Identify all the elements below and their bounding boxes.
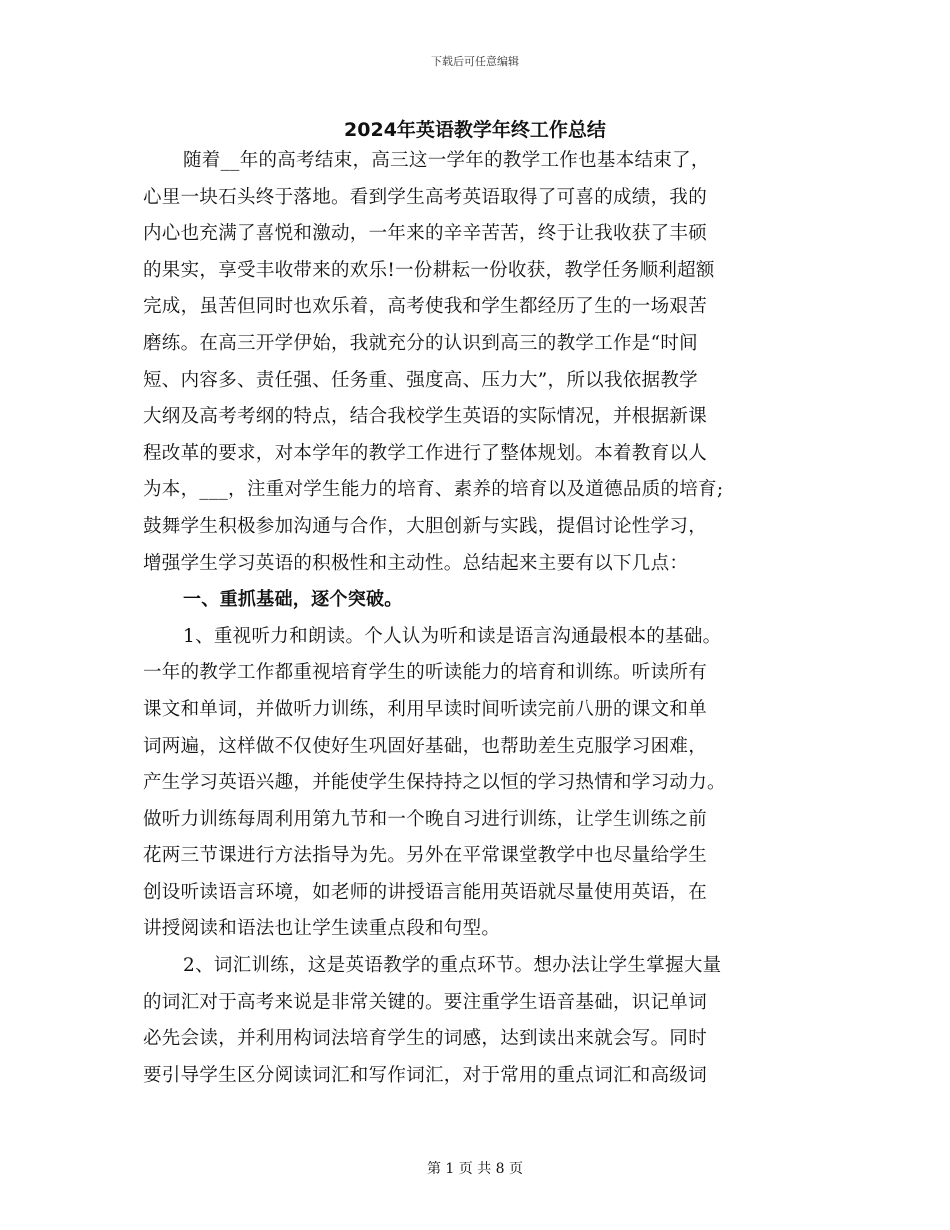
page-number: 第 1 页 共 8 页 — [426, 1161, 524, 1177]
paragraph-line: 讲授阅读和语法也让学生读重点段和句型。 — [143, 918, 501, 940]
paragraph-line: 做听力训练每周利用第九节和一个晚自习进行训练，让学生训练之前 — [143, 808, 708, 830]
paragraph-line: 增强学生学习英语的积极性和主动性。总结起来主要有以下几点： — [143, 552, 689, 574]
paragraph-line: 词两遍，这样做不仅使好生巩固好基础，也帮助差生克服学习困难， — [143, 735, 708, 757]
paragraph-line: 要引导学生区分阅读词汇和写作词汇，对于常用的重点词汇和高级词 — [143, 1064, 708, 1086]
paragraph-line: 一年的教学工作都重视培育学生的听读能力的培育和训练。听读所有 — [143, 662, 708, 684]
paragraph-line: 内心也充满了喜悦和激动，一年来的辛辛苦苦，终于让我收获了丰硕 — [143, 223, 708, 245]
document-body — [143, 143, 823, 1094]
paragraph-line: 程改革的要求，对本学年的教学工作进行了整体规划。本着教育以人 — [143, 442, 708, 464]
section-heading: 一、重抓基础，逐个突破。 — [183, 589, 403, 611]
paragraph-line: 大纲及高考考纲的特点，结合我校学生英语的实际情况，并根据新课 — [143, 406, 708, 428]
paragraph-line: 随着__年的高考结束，高三这一学年的教学工作也基本结束了， — [183, 150, 710, 171]
paragraph-line: 1、重视听力和朗读。个人认为听和读是语言沟通最根本的基础。 — [183, 625, 722, 647]
paragraph-line: 创设听读语言环境，如老师的讲授语言能用英语就尽量使用英语，在 — [143, 881, 708, 903]
paragraph-line: 心里一块石头终于落地。看到学生高考英语取得了可喜的成绩，我的 — [143, 186, 708, 208]
paragraph-line: 为本，___，注重对学生能力的培育、素养的培育以及道德品质的培育; — [143, 479, 724, 501]
paragraph-line: 的词汇对于高考来说是非常关键的。要注重学生语音基础，识记单词 — [143, 991, 708, 1013]
paragraph-line: 完成，虽苦但同时也欢乐着，高考使我和学生都经历了生的一场艰苦 — [143, 296, 708, 318]
paragraph-line: 课文和单词，并做听力训练，利用早读时间听读完前八册的课文和单 — [143, 698, 708, 720]
paragraph-line: 磨练。在高三开学伊始，我就充分的认识到高三的教学工作是“时间 — [143, 332, 698, 354]
paragraph-line: 的果实，享受丰收带来的欢乐!一份耕耘一份收获，教学任务顺利超额 — [143, 259, 715, 281]
paragraph-line: 2、词汇训练，这是英语教学的重点环节。想办法让学生掌握大量 — [183, 955, 722, 977]
paragraph-line: 短、内容多、责任强、任务重、强度高、压力大”，所以我依据教学 — [143, 369, 698, 391]
paragraph-line: 花两三节课进行方法指导为先。另外在平常课堂教学中也尽量给学生 — [143, 845, 708, 867]
paragraph-line: 必先会读，并利用构词法培育学生的词感，达到读出来就会写。同时 — [143, 1028, 708, 1050]
paragraph-line: 鼓舞学生积极参加沟通与合作，大胆创新与实践，提倡讨论性学习， — [143, 515, 708, 537]
document-title: 2024年英语教学年终工作总结 — [344, 119, 606, 141]
paragraph-line: 产生学习英语兴趣，并能使学生保持持之以恒的学习热情和学习动力。 — [143, 772, 726, 794]
header-note: 下载后可任意编辑 — [431, 55, 519, 68]
